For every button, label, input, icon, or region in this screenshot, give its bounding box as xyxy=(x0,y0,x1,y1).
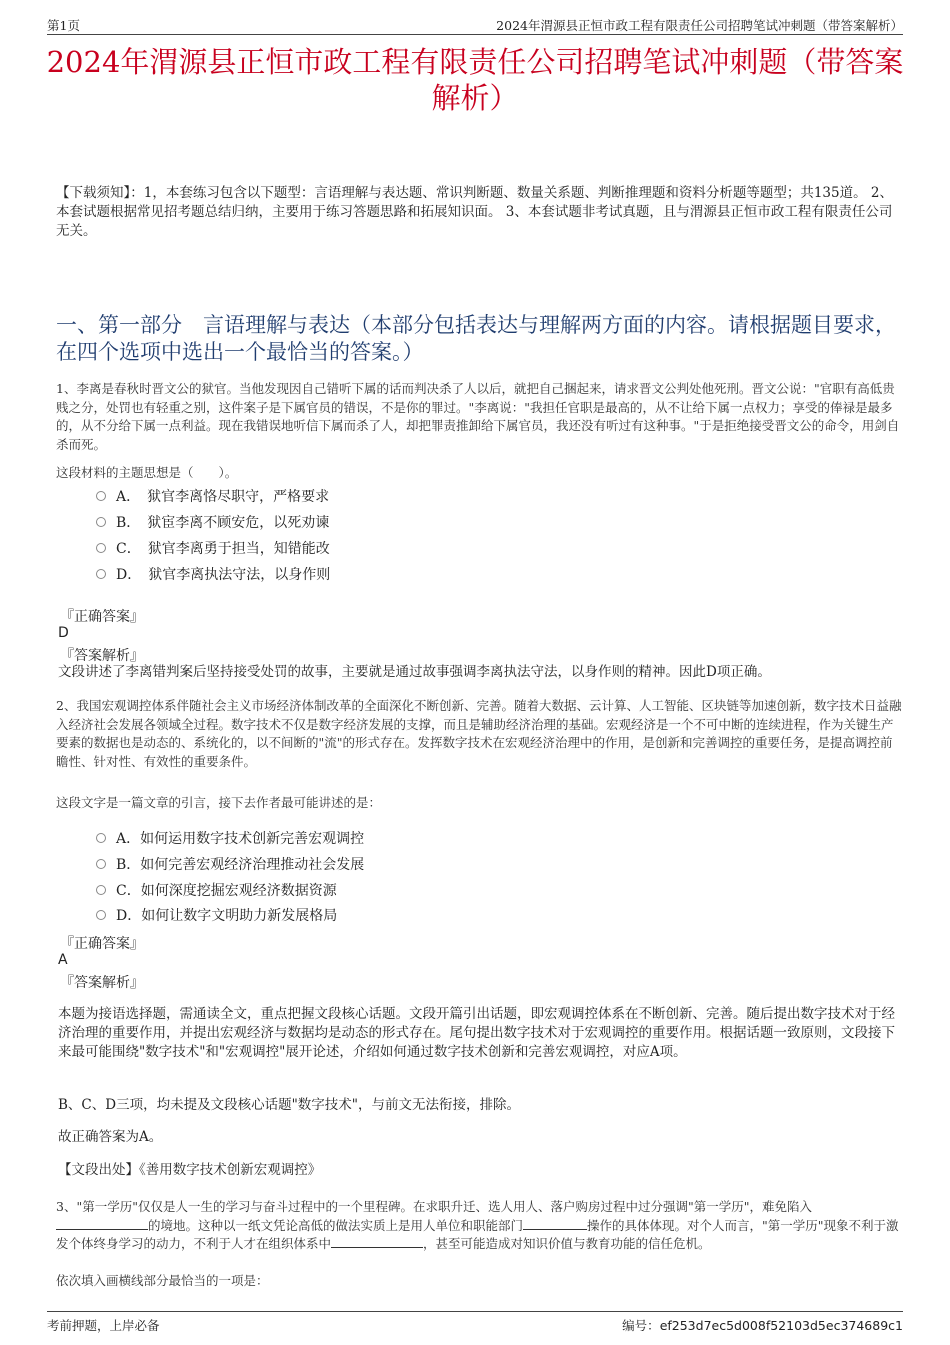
q1-option-d[interactable]: D． 狱官李离执法守法，以身作则 xyxy=(96,564,330,584)
question-3-text: 3、"第一学历"仅仅是人一生的学习与奋斗过程中的一个里程碑。在求职升迁、选人用人、落户购房过程中过分强调"第一学历"，难免陷入的境地。这种以一纸文凭论高低的做法实质上是用人单位和职能部门 操作的具体体现。对个人而言，"第一学历"现象不利于激发个体终身学习的动力，不利于人才在组织体系中 ，甚至可能造成对知识价值与教育功能的信任危机。 xyxy=(56,1199,899,1251)
q2-analysis-2: B、C、D三项，均未提及文段核心话题"数字技术"，与前文无法衔接，排除。 xyxy=(58,1097,520,1113)
radio-icon[interactable] xyxy=(96,569,106,579)
fill-blank-2[interactable] xyxy=(523,1217,587,1230)
q1-analysis-label: 『答案解析』 xyxy=(60,648,144,664)
download-notice: 【下载须知】：1，本套练习包含以下题型：言语理解与表达题、常识判断题、数量关系题、判断推理题和资料分析题等题型；共135道。 2、本套试题根据常见招考题总结归纳，主要用于练习答题思路和拓展知识面。 3、本套试题非考试真题，且与渭源县正恒市政工程有限责任公司无关。 xyxy=(56,185,893,239)
question-2-ask: 这段文字是一篇文章的引言，接下去作者最可能讲述的是： xyxy=(56,795,382,810)
radio-icon[interactable] xyxy=(96,885,106,895)
footer-slogan: 考前押题，上岸必备 xyxy=(47,1318,160,1333)
radio-icon[interactable] xyxy=(96,491,106,501)
question-1-text: 1、李离是春秋时晋文公的狱官。当他发现因自己错听下属的话而判决杀了人以后，就把自己捆起来，请求晋文公判处他死刑。晋文公说："官职有高低贵贱之分，处罚也有轻重之别，这件案子是下属官员的错误，不是你的罪过。"李离说："我担任官职是最高的，从不让给下属一点权力；享受的俸禄是最多的，从不分给下属一点利益。现在我错误地听信下属而杀了人，却把罪责推卸给下属官员，我还没有听过有这种事。"于是拒绝接受晋文公的命令，用剑自杀而死。 xyxy=(56,381,900,452)
q2-source: 【文段出处】《善用数字技术创新宏观调控》 xyxy=(58,1162,322,1178)
page-number: 第1页 xyxy=(47,18,80,33)
question-3-ask: 依次填入画横线部分最恰当的一项是： xyxy=(56,1273,269,1288)
question-1-ask: 这段材料的主题思想是（ ）。 xyxy=(56,465,238,480)
q2-option-d[interactable]: D．如何让数字文明助力新发展格局 xyxy=(96,905,337,925)
q2-analysis-label: 『答案解析』 xyxy=(60,975,144,991)
fill-blank-3[interactable] xyxy=(331,1235,423,1248)
radio-icon[interactable] xyxy=(96,859,106,869)
fill-blank-1[interactable] xyxy=(56,1217,148,1230)
q2-analysis: 本题为接语选择题，需通读全文，重点把握文段核心话题。文段开篇引出话题，即宏观调控体系在不断创新、完善。随后提出数字技术对于经济治理的重要作用，并提出宏观经济与数据均是动态的形式存在。尾句提出数字技术对于宏观调控的重要作用。根据话题一致原则，文段接下来最可能围绕"数字技术"和"宏观调控"展开论述，介绍如何通过数字技术创新和完善宏观调控，对应A项。 xyxy=(58,1006,895,1060)
page-title: 2024年渭源县正恒市政工程有限责任公司招聘笔试冲刺题（带答案解析） xyxy=(46,45,904,115)
radio-icon[interactable] xyxy=(96,543,106,553)
q1-answer-label: 『正确答案』 xyxy=(60,609,144,625)
q1-option-c[interactable]: C． 狱官李离勇于担当，知错能改 xyxy=(96,538,330,558)
q1-option-a[interactable]: A． 狱官李离恪尽职守，严格要求 xyxy=(96,486,329,506)
q2-answer: A xyxy=(58,952,68,968)
header-doc-title: 2024年渭源县正恒市政工程有限责任公司招聘笔试冲刺题（带答案解析） xyxy=(496,18,903,33)
section-heading: 一、第一部分 言语理解与表达（本部分包括表达与理解两方面的内容。请根据题目要求，在四个选项中选出一个最恰当的答案。） xyxy=(56,313,896,364)
page-header xyxy=(47,14,903,35)
radio-icon[interactable] xyxy=(96,910,106,920)
q1-option-b[interactable]: B． 狱宦李离不顾安危，以死劝谏 xyxy=(96,512,329,532)
radio-icon[interactable] xyxy=(96,517,106,527)
radio-icon[interactable] xyxy=(96,833,106,843)
q1-answer: D xyxy=(58,625,69,641)
q2-conclusion: 故正确答案为A。 xyxy=(58,1129,163,1145)
q2-option-b[interactable]: B．如何完善宏观经济治理推动社会发展 xyxy=(96,854,364,874)
footer-code: 编号：ef253d7ec5d008f52103d5ec374689c1 xyxy=(622,1318,903,1333)
question-2-text: 2、我国宏观调控体系伴随社会主义市场经济体制改革的全面深化不断创新、完善。随着大数据、云计算、人工智能、区块链等加速创新，数字技术日益融入经济社会发展各领域全过程。数字技术不仅是数字经济发展的支撑，而且是辅助经济治理的基础。宏观经济是一个不可中断的连续进程，作为关键生产要素的数据也是动态的、系统化的，以不间断的"流"的形式存在。发挥数字技术在宏观经济治理中的作用，是创新和完善调控的重要任务，是提高调控前瞻性、针对性、有效性的重要条件。 xyxy=(56,698,902,769)
q1-analysis: 文段讲述了李离错判案后坚持接受处罚的故事，主要就是通过故事强调李离执法守法，以身作则的精神。因此D项正确。 xyxy=(58,664,771,680)
q2-option-c[interactable]: C．如何深度挖掘宏观经济数据资源 xyxy=(96,880,337,900)
page-footer xyxy=(47,1311,903,1336)
q2-answer-label: 『正确答案』 xyxy=(60,936,144,952)
q2-option-a[interactable]: A．如何运用数字技术创新完善宏观调控 xyxy=(96,828,364,848)
